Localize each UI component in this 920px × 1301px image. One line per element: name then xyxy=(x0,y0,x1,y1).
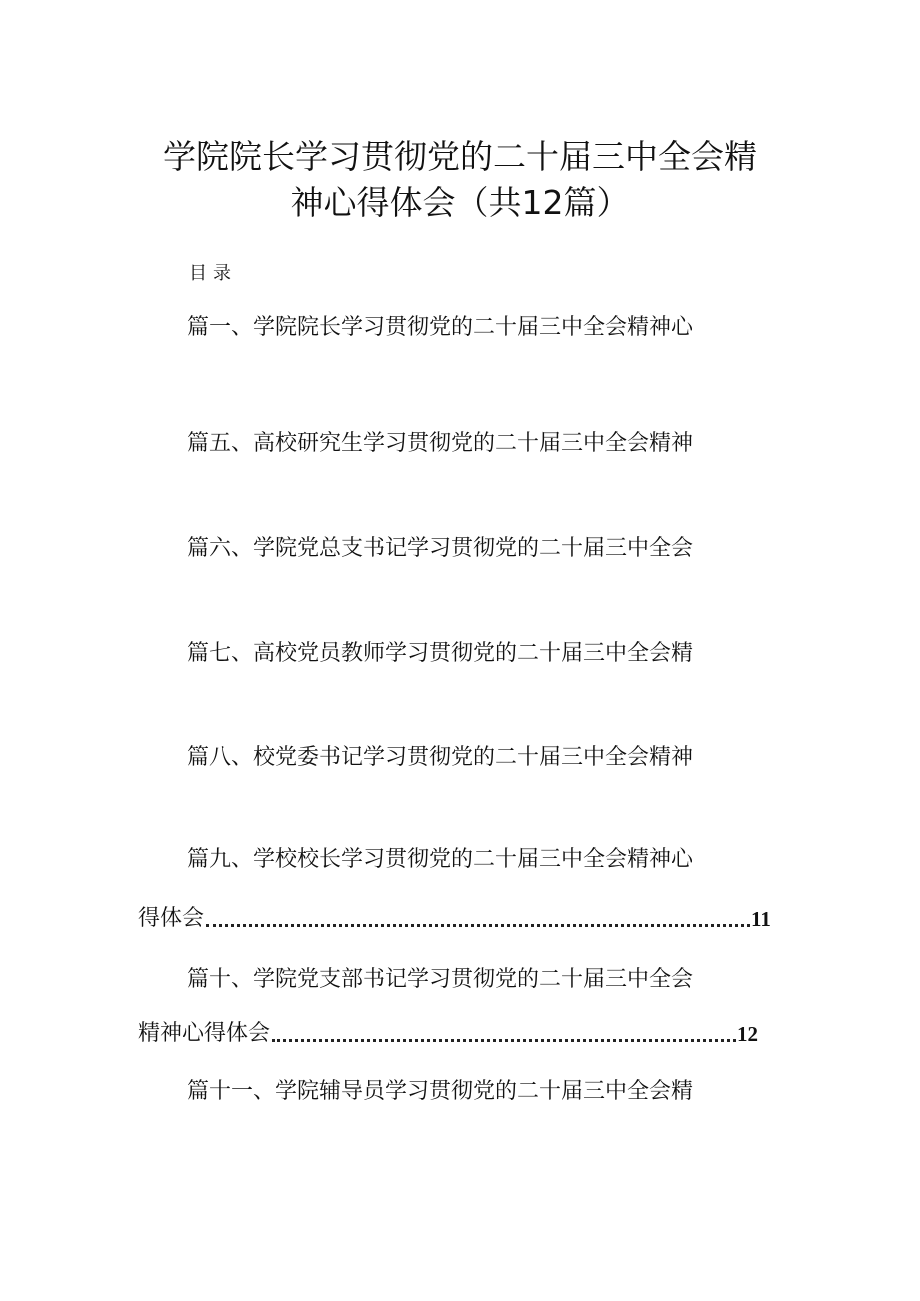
toc-entry-9-continuation-text: 得体会 xyxy=(138,906,205,931)
toc-entry-7[interactable]: 篇七、高校党员教师学习贯彻党的二十届三中全会精 xyxy=(187,641,694,666)
toc-entry-1[interactable]: 篇一、学院院长学习贯彻党的二十届三中全会精神心 xyxy=(187,315,694,340)
toc-entry-10-page-number: 12 xyxy=(737,1022,759,1046)
dot-leader xyxy=(206,918,750,927)
toc-entry-5[interactable]: 篇五、高校研究生学习贯彻党的二十届三中全会精神 xyxy=(187,431,694,456)
toc-entry-10-continuation-text: 精神心得体会 xyxy=(138,1021,271,1046)
toc-entry-11[interactable]: 篇十一、学院辅导员学习贯彻党的二十届三中全会精 xyxy=(187,1079,694,1104)
toc-entry-8[interactable]: 篇八、校党委书记学习贯彻党的二十届三中全会精神 xyxy=(187,745,694,770)
dot-leader xyxy=(272,1033,736,1042)
toc-entry-10[interactable]: 篇十、学院党支部书记学习贯彻党的二十届三中全会 xyxy=(187,967,694,992)
document-title-line-1: 学院院长学习贯彻党的二十届三中全会精 xyxy=(163,137,757,176)
toc-entry-6[interactable]: 篇六、学院党总支书记学习贯彻党的二十届三中全会 xyxy=(187,536,694,561)
toc-heading: 目录 xyxy=(189,263,237,284)
toc-entry-10-continuation[interactable] xyxy=(138,1019,758,1049)
document-title-line-2: 神心得体会（共12篇） xyxy=(290,183,630,222)
toc-entry-9-continuation[interactable] xyxy=(138,904,771,934)
toc-entry-9-page-number: 11 xyxy=(751,907,771,931)
toc-entry-9[interactable]: 篇九、学校校长学习贯彻党的二十届三中全会精神心 xyxy=(187,847,694,872)
